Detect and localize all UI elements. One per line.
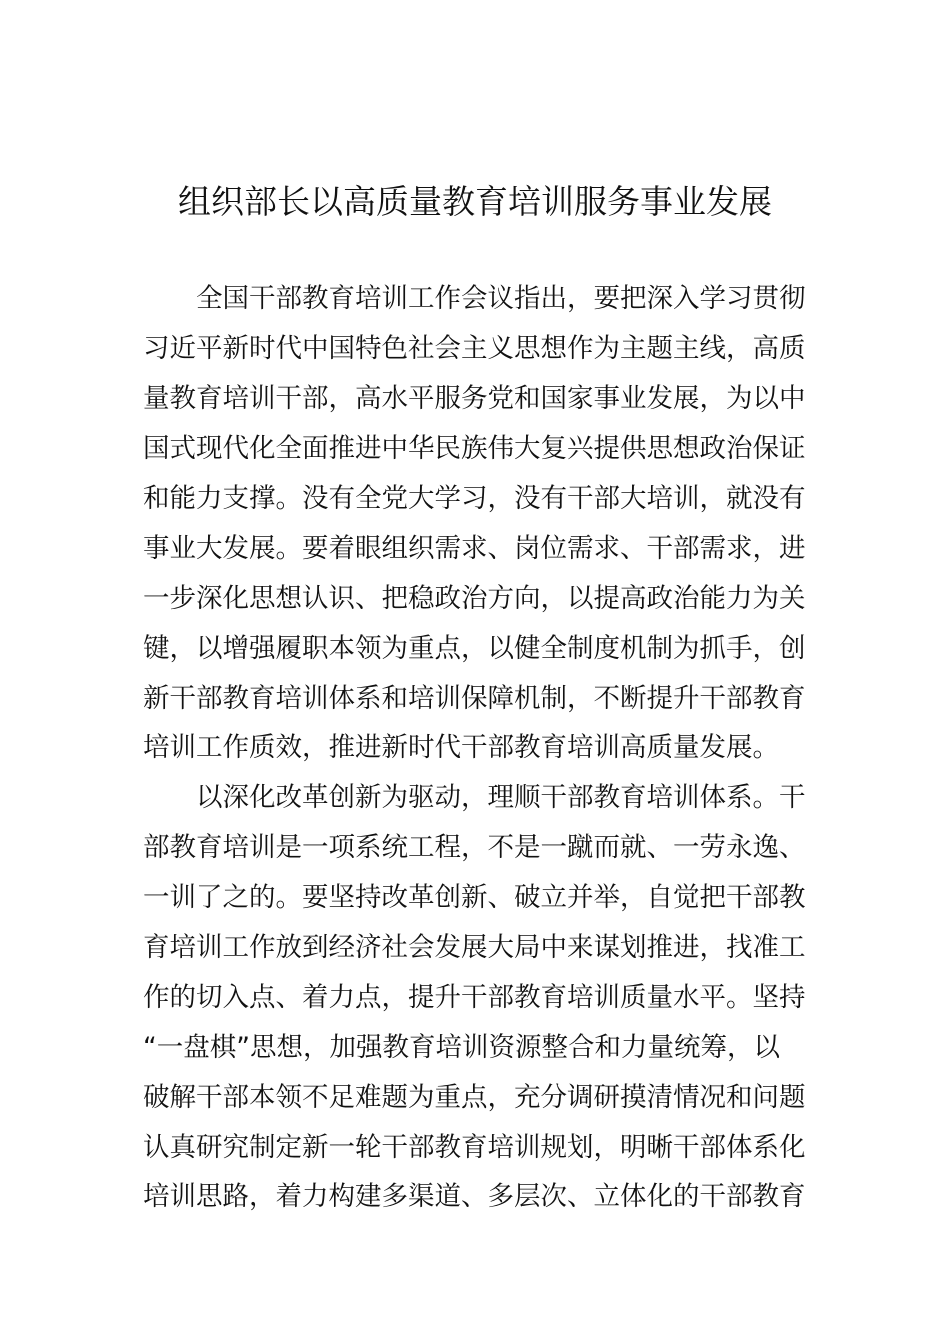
paragraph-2-line-7: 破解干部本领不足难题为重点，充分调研摸清情况和问题 <box>143 1082 806 1113</box>
paragraph-2-line-5: 作的切入点、着力点，提升干部教育培训质量水平。坚持 <box>143 982 806 1013</box>
paragraph-2-line-1: 以深化改革创新为驱动，理顺干部教育培训体系。干 <box>196 782 806 813</box>
paragraph-1-line-9: 新干部教育培训体系和培训保障机制，不断提升干部教育 <box>143 683 806 714</box>
document-title: 组织部长以高质量教育培训服务事业发展 <box>178 182 772 221</box>
paragraph-1-line-1: 全国干部教育培训工作会议指出，要把深入学习贯彻 <box>196 283 806 314</box>
paragraph-1-line-6: 事业大发展。要着眼组织需求、岗位需求、干部需求，进 <box>143 533 806 564</box>
paragraph-2-line-9: 培训思路，着力构建多渠道、多层次、立体化的干部教育 <box>143 1181 806 1212</box>
paragraph-1-line-3: 量教育培训干部，高水平服务党和国家事业发展，为以中 <box>143 383 806 414</box>
paragraph-2-line-3: 一训了之的。要坚持改革创新、破立并举，自觉把干部教 <box>143 882 806 913</box>
paragraph-1-line-10: 培训工作质效，推进新时代干部教育培训高质量发展。 <box>143 732 779 763</box>
paragraph-1-line-7: 一步深化思想认识、把稳政治方向，以提高政治能力为关 <box>143 583 806 614</box>
paragraph-2-line-8: 认真研究制定新一轮干部教育培训规划，明晰干部体系化 <box>143 1132 806 1163</box>
paragraph-2-line-2: 部教育培训是一项系统工程，不是一蹴而就、一劳永逸、 <box>143 832 806 863</box>
paragraph-2-line-4: 育培训工作放到经济社会发展大局中来谋划推进，找准工 <box>143 932 806 963</box>
paragraph-2-line-6: “一盘棋”思想，加强教育培训资源整合和力量统筹，以 <box>143 1032 780 1063</box>
paragraph-1-line-4: 国式现代化全面推进中华民族伟大复兴提供思想政治保证 <box>143 433 806 464</box>
paragraph-1-line-8: 键，以增强履职本领为重点，以健全制度机制为抓手，创 <box>143 633 806 664</box>
paragraph-1-line-5: 和能力支撑。没有全党大学习，没有干部大培训，就没有 <box>143 483 806 514</box>
paragraph-1-line-2: 习近平新时代中国特色社会主义思想作为主题主线，高质 <box>143 333 806 364</box>
